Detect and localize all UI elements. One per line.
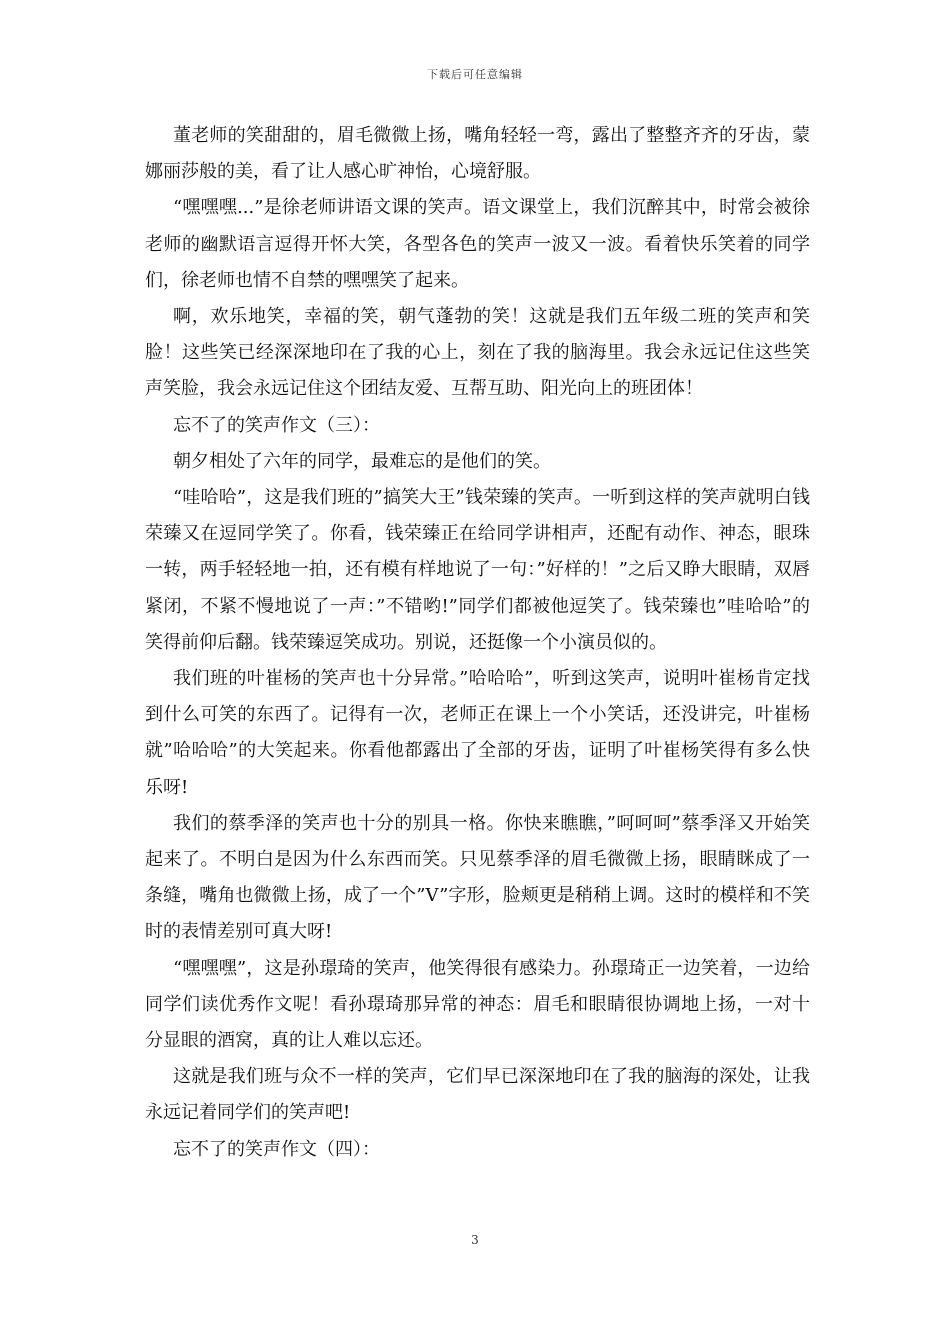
page-number: 3 xyxy=(471,1233,479,1247)
paragraph: 朝夕相处了六年的同学，最难忘的是他们的笑。 xyxy=(173,450,551,472)
paragraph: 我们班的叶崔杨的笑声也十分异常。”哈哈哈”，听到这笑声，说明叶崔杨肯定找到什么可笑的东西了。记得有一次，老师正在课上一个小笑话，还没讲完，叶崔杨就”哈哈哈”的大笑起来。你看他都露出了全部的牙齿，证明了叶崔杨笑得有多么快乐呀! xyxy=(145,668,810,798)
paragraph: 这就是我们班与众不一样的笑声，它们早已深深地印在了我的脑海的深处，让我永远记着同学们的笑声吧! xyxy=(145,1066,810,1124)
body-text xyxy=(145,118,810,1168)
section-heading: 忘不了的笑声作文（四）： xyxy=(173,1138,380,1160)
page-header: 下载后可任意编辑 xyxy=(427,68,523,81)
paragraph: 啊，欢乐地笑，幸福的笑，朝气蓬勃的笑！这就是我们五年级二班的笑声和笑脸！这些笑已经深深地印在了我的心上，刻在了我的脑海里。我会永远记住这些笑声笑脸，我会永远记住这个团结友爱、互帮互助、阳光向上的班团体！ xyxy=(145,306,810,400)
paragraph: “嘿嘿嘿”，这是孙璟琦的笑声，他笑得很有感染力。孙璟琦正一边笑着，一边给同学们读优秀作文呢！看孙璟琦那异常的神态：眉毛和眼睛很协调地上扬，一对十分显眼的酒窝，真的让人难以忘还。 xyxy=(145,957,810,1052)
paragraph: “哇哈哈”，这是我们班的”搞笑大王”钱荣臻的笑声。一听到这样的笑声就明白钱荣臻又在逗同学笑了。你看，钱荣臻正在给同学讲相声，还配有动作、神态，眼珠一转，两手轻轻地一拍，还有模有样地说了一句：”好样的！”之后又睁大眼睛，双唇紧闭，不紧不慢地说了一声：”不错哟!”同学们都被他逗笑了。钱荣臻也”哇哈哈”的笑得前仰后翻。钱荣臻逗笑成功。别说，还挺像一个小演员似的。 xyxy=(145,487,810,653)
paragraph: 董老师的笑甜甜的，眉毛微微上扬，嘴角轻轻一弯，露出了整整齐齐的牙齿，蒙娜丽莎般的美，看了让人感心旷神怡，心境舒服。 xyxy=(145,125,810,183)
paragraph: “嘿嘿嘿...”是徐老师讲语文课的笑声。语文课堂上，我们沉醉其中，时常会被徐老师的幽默语言逗得开怀大笑，各型各色的笑声一波又一波。看着快乐笑着的同学们，徐老师也情不自禁的嘿嘿笑了起来。 xyxy=(145,197,810,291)
paragraph: 我们的蔡季泽的笑声也十分的别具一格。你快来瞧瞧，”呵呵呵”蔡季泽又开始笑起来了。不明白是因为什么东西而笑。只见蔡季泽的眉毛微微上扬，眼睛眯成了一条缝，嘴角也微微上扬，成了一个”V”字形，脸颊更是稍稍上调。这时的模样和不笑时的表情差别可真大呀! xyxy=(145,812,810,943)
section-heading: 忘不了的笑声作文（三）： xyxy=(173,414,380,436)
